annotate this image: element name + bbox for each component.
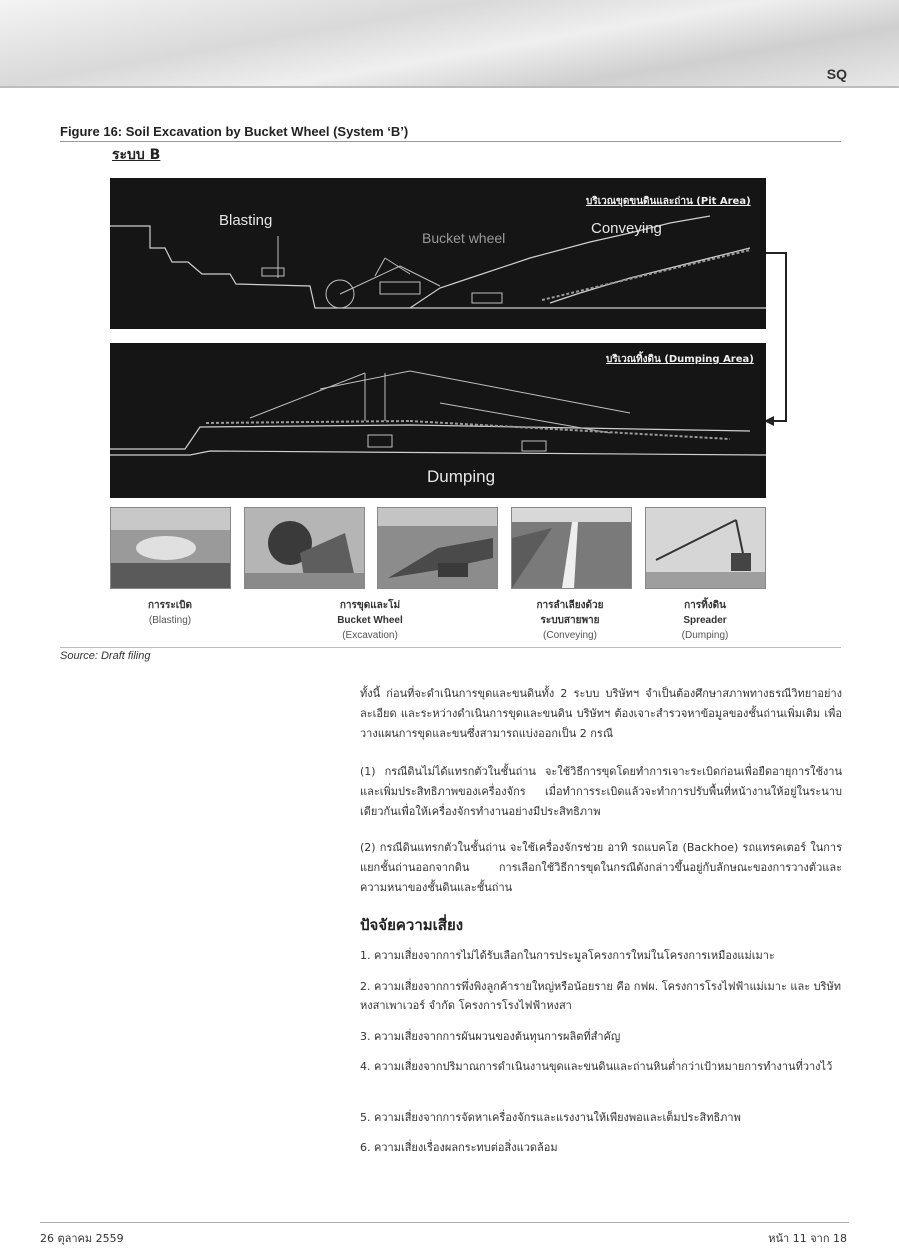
caption-dumping-en-bold: Spreader (683, 615, 727, 626)
pit-area-panel (110, 178, 766, 329)
photo-excavation-site (377, 507, 498, 589)
dumping-area-label: บริเวณทิ้งดิน (Dumping Area) (606, 354, 754, 365)
caption-dumping (630, 598, 780, 643)
photo-blasting (110, 507, 231, 589)
caption-excavation-en: (Excavation) (342, 630, 398, 641)
risk-item-5: 5. ความเสี่ยงจากการจัดหาเครื่องจักรและแรงงานให้เพียงพอและเต็มประสิทธิภาพ (360, 1111, 741, 1124)
figure-title: Figure 16: Soil Excavation by Bucket Wheel (System ‘B’) (60, 124, 409, 139)
conveying-label: Conveying (591, 220, 662, 237)
caption-conveying-th: การลำเลียงด้วย (536, 600, 604, 611)
caption-blasting (95, 598, 245, 628)
risk-item-1: 1. ความเสี่ยงจากการไม่ได้รับเลือกในการประมูลโครงการใหม่ในโครงการเหมืองแม่เมาะ (360, 949, 775, 962)
risk-item-3: 3. ความเสี่ยงจากการผันผวนของต้นทุนการผลิตที่สำคัญ (360, 1030, 621, 1043)
footer-rule (40, 1222, 849, 1223)
dumping-label: Dumping (427, 467, 496, 486)
risk-item-4: 4. ความเสี่ยงจากปริมาณการดำเนินงานขุดและขนดินและถ่านหินต่ำกว่าเป้าหมายการทำงานที่วางไว้ (360, 1060, 833, 1073)
photo-bucket-wheel (244, 507, 365, 589)
caption-excavation-th: การขุดและโม่ (339, 600, 401, 611)
flow-arrow (764, 245, 794, 435)
footer-page-number: หน้า 11 จาก 18 (768, 1232, 847, 1245)
caption-excavation-en-bold: Bucket Wheel (337, 615, 403, 626)
footer-date: 26 ตุลาคม 2559 (40, 1232, 124, 1245)
source-rule (60, 647, 841, 648)
blasting-label: Blasting (219, 212, 273, 229)
caption-blasting-en: (Blasting) (148, 615, 192, 626)
body-paragraph-3: (2) กรณีดินแทรกตัวในชั้นถ่าน จะใช้เครื่องจักรช่วย อาทิ รถแบคโฮ (Backhoe) รถแทรคเตอร์ ในการแยกชั้นถ่านออกจากดิน การเลือกใช้วิธีการขุดในกรณีดังกล่าวขึ้นอยู่กับลักษณะของการวางตัวและความหนาของชั้นดินและชั้นถ่าน (360, 841, 842, 894)
caption-dumping-en: (Dumping) (681, 630, 729, 641)
caption-conveying (495, 598, 645, 643)
figure-source: Source: Draft filing (60, 650, 151, 662)
caption-dumping-th: การทิ้งดิน (684, 600, 726, 611)
risk-item-6: 6. ความเสี่ยงเรื่องผลกระทบต่อสิ่งแวดล้อม (360, 1141, 558, 1154)
photo-spreader (645, 507, 766, 589)
caption-conveying-th2: ระบบสายพาย (540, 615, 600, 626)
risk-factors-heading: ปัจจัยความเสี่ยง (360, 916, 464, 934)
caption-excavation (295, 598, 445, 643)
caption-blasting-th: การระเบิด (147, 600, 193, 611)
system-label: ระบบ B (112, 147, 161, 163)
photo-conveying (511, 507, 632, 589)
body-paragraph-2: (1) กรณีดินไม่ได้แทรกตัวในชั้นถ่าน จะใช้วิธีการขุดโดยทำการเจาะระเบิดก่อนเพื่อยืดอายุการใช้งานและเพิ่มประสิทธิภาพของเครื่องจักร เมื่อทำการระเบิดแล้วจะทำการปรับพื้นที่หน้างานให้อยู่ในระนาบเดียวกันเพื่อให้เครื่องจักรทำงานอย่างมีประสิทธิภาพ (360, 765, 842, 818)
company-tag: SQ (826, 66, 847, 82)
pit-area-label: บริเวณขุดขนดินและถ่าน (Pit Area) (586, 196, 751, 207)
header-band (0, 0, 899, 88)
body-paragraph-1: ทั้งนี้ ก่อนที่จะดำเนินการขุดและขนดินทั้ง 2 ระบบ บริษัทฯ จำเป็นต้องศึกษาสภาพทางธรณีวิทยาอย่างละเอียด และระหว่างดำเนินการขุดและขนดิน บริษัทฯ ต้องเจาะสำรวจหาข้อมูลของชั้นถ่านเพิ่มเติม เพื่อวางแผนการขุดและขนซึ่งสามารถแบ่งออกเป็น 2 กรณี (360, 687, 842, 740)
bucket-wheel-label: Bucket wheel (422, 230, 506, 246)
dumping-area-panel (110, 343, 766, 498)
title-rule (60, 141, 841, 142)
risk-item-2: 2. ความเสี่ยงจากการพึ่งพิงลูกค้ารายใหญ่หรือน้อยราย คือ กฟผ. โครงการโรงไฟฟ้าแม่เมาะ และ บริษัท หงสาเพาเวอร์ จำกัด โครงการโรงไฟฟ้าหงสา (360, 980, 842, 1012)
caption-conveying-en: (Conveying) (543, 630, 597, 641)
